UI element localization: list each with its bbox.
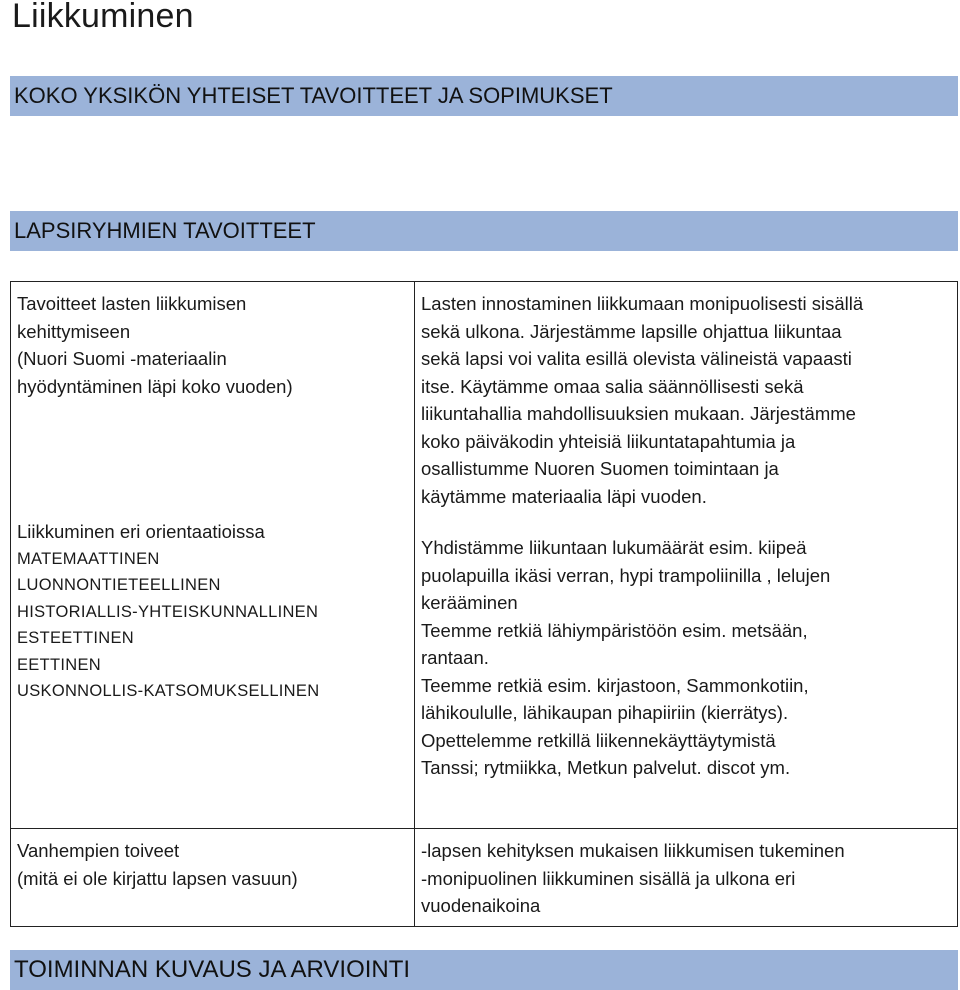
description-line: lähikoululle, lähikaupan pihapiiriin (kierrätys). [421, 702, 789, 723]
page-title: Liikkuminen [12, 0, 194, 35]
description-line: sekä ulkona. Järjestämme lapsille ohjattua liikuntaa [421, 320, 842, 342]
wish-line: -lapsen kehityksen mukaisen liikkumisen tukeminen [421, 840, 845, 861]
goals-cell [11, 282, 415, 829]
description-line: kerääminen [421, 592, 518, 613]
description-line: osallistumme Nuoren Suomen toimintaan ja [421, 458, 779, 479]
description-line: Opettelemme retkillä liikennekäyttäytymistä [421, 729, 776, 751]
goals-line: kehittymiseen [17, 320, 131, 342]
description-line: Teemme retkiä esim. kirjastoon, Sammonkotiin, [421, 674, 809, 696]
section-header-activity: TOIMINNAN KUVAUS JA ARVIOINTI [10, 950, 958, 990]
parents-wishes-subheading: (mitä ei ole kirjattu lapsen vasuun) [17, 867, 298, 889]
description-line: puolapuilla ikäsi verran, hypi trampoliinilla , lelujen [421, 564, 831, 586]
description-line: liikuntahallia mahdollisuuksien mukaan. Järjestämme [421, 403, 856, 424]
orientation-item: MATEMAATTINEN [17, 549, 160, 568]
description-line: sekä lapsi voi valita esillä olevista välineistä vapaasti [421, 348, 852, 369]
orientation-item: LUONNONTIETEELLINEN [17, 576, 221, 594]
orientation-item: EETTINEN [17, 655, 101, 674]
section-header-common-goals: KOKO YKSIKÖN YHTEISET TAVOITTEET JA SOPIMUKSET [10, 76, 958, 116]
section-header-group-goals: LAPSIRYHMIEN TAVOITTEET [10, 211, 958, 251]
goals-line: (Nuori Suomi -materiaalin [17, 348, 227, 369]
description-line: itse. Käytämme omaa salia säännöllisesti sekä [421, 375, 804, 397]
wish-line: -monipuolinen liikkuminen sisällä ja ulkona eri [421, 867, 796, 889]
orientation-heading: Liikkuminen eri orientaatioissa [17, 521, 265, 542]
description-cell [415, 282, 958, 829]
parents-wishes-cell [11, 829, 415, 927]
description-line: Lasten innostaminen liikkumaan monipuolisesti sisällä [421, 293, 864, 314]
goals-table [10, 281, 958, 927]
parents-wishes-heading: Vanhempien toiveet [17, 840, 180, 861]
table-row [11, 829, 958, 927]
description-line: Teemme retkiä lähiympäristöön esim. metsään, [421, 619, 808, 641]
wish-line: vuodenaikoina [421, 895, 541, 916]
goals-line: hyödyntäminen läpi koko vuoden) [17, 375, 293, 397]
description-line: Tanssi; rytmiikka, Metkun palvelut. discot ym. [421, 757, 791, 778]
description-line: rantaan. [421, 647, 489, 668]
orientation-item: ESTEETTINEN [17, 629, 134, 647]
goals-line: Tavoitteet lasten liikkumisen [17, 293, 247, 314]
parents-wishes-content-cell [415, 829, 958, 927]
description-line: Yhdistämme liikuntaan lukumäärät esim. kiipeä [421, 537, 807, 558]
table-row [11, 282, 958, 829]
description-line: käytämme materiaalia läpi vuoden. [421, 485, 707, 507]
description-line: koko päiväkodin yhteisiä liikuntatapahtumia ja [421, 430, 796, 452]
orientation-item: HISTORIALLIS-YHTEISKUNNALLINEN [17, 602, 319, 621]
orientation-item: USKONNOLLIS-KATSOMUKSELLINEN [17, 682, 320, 700]
